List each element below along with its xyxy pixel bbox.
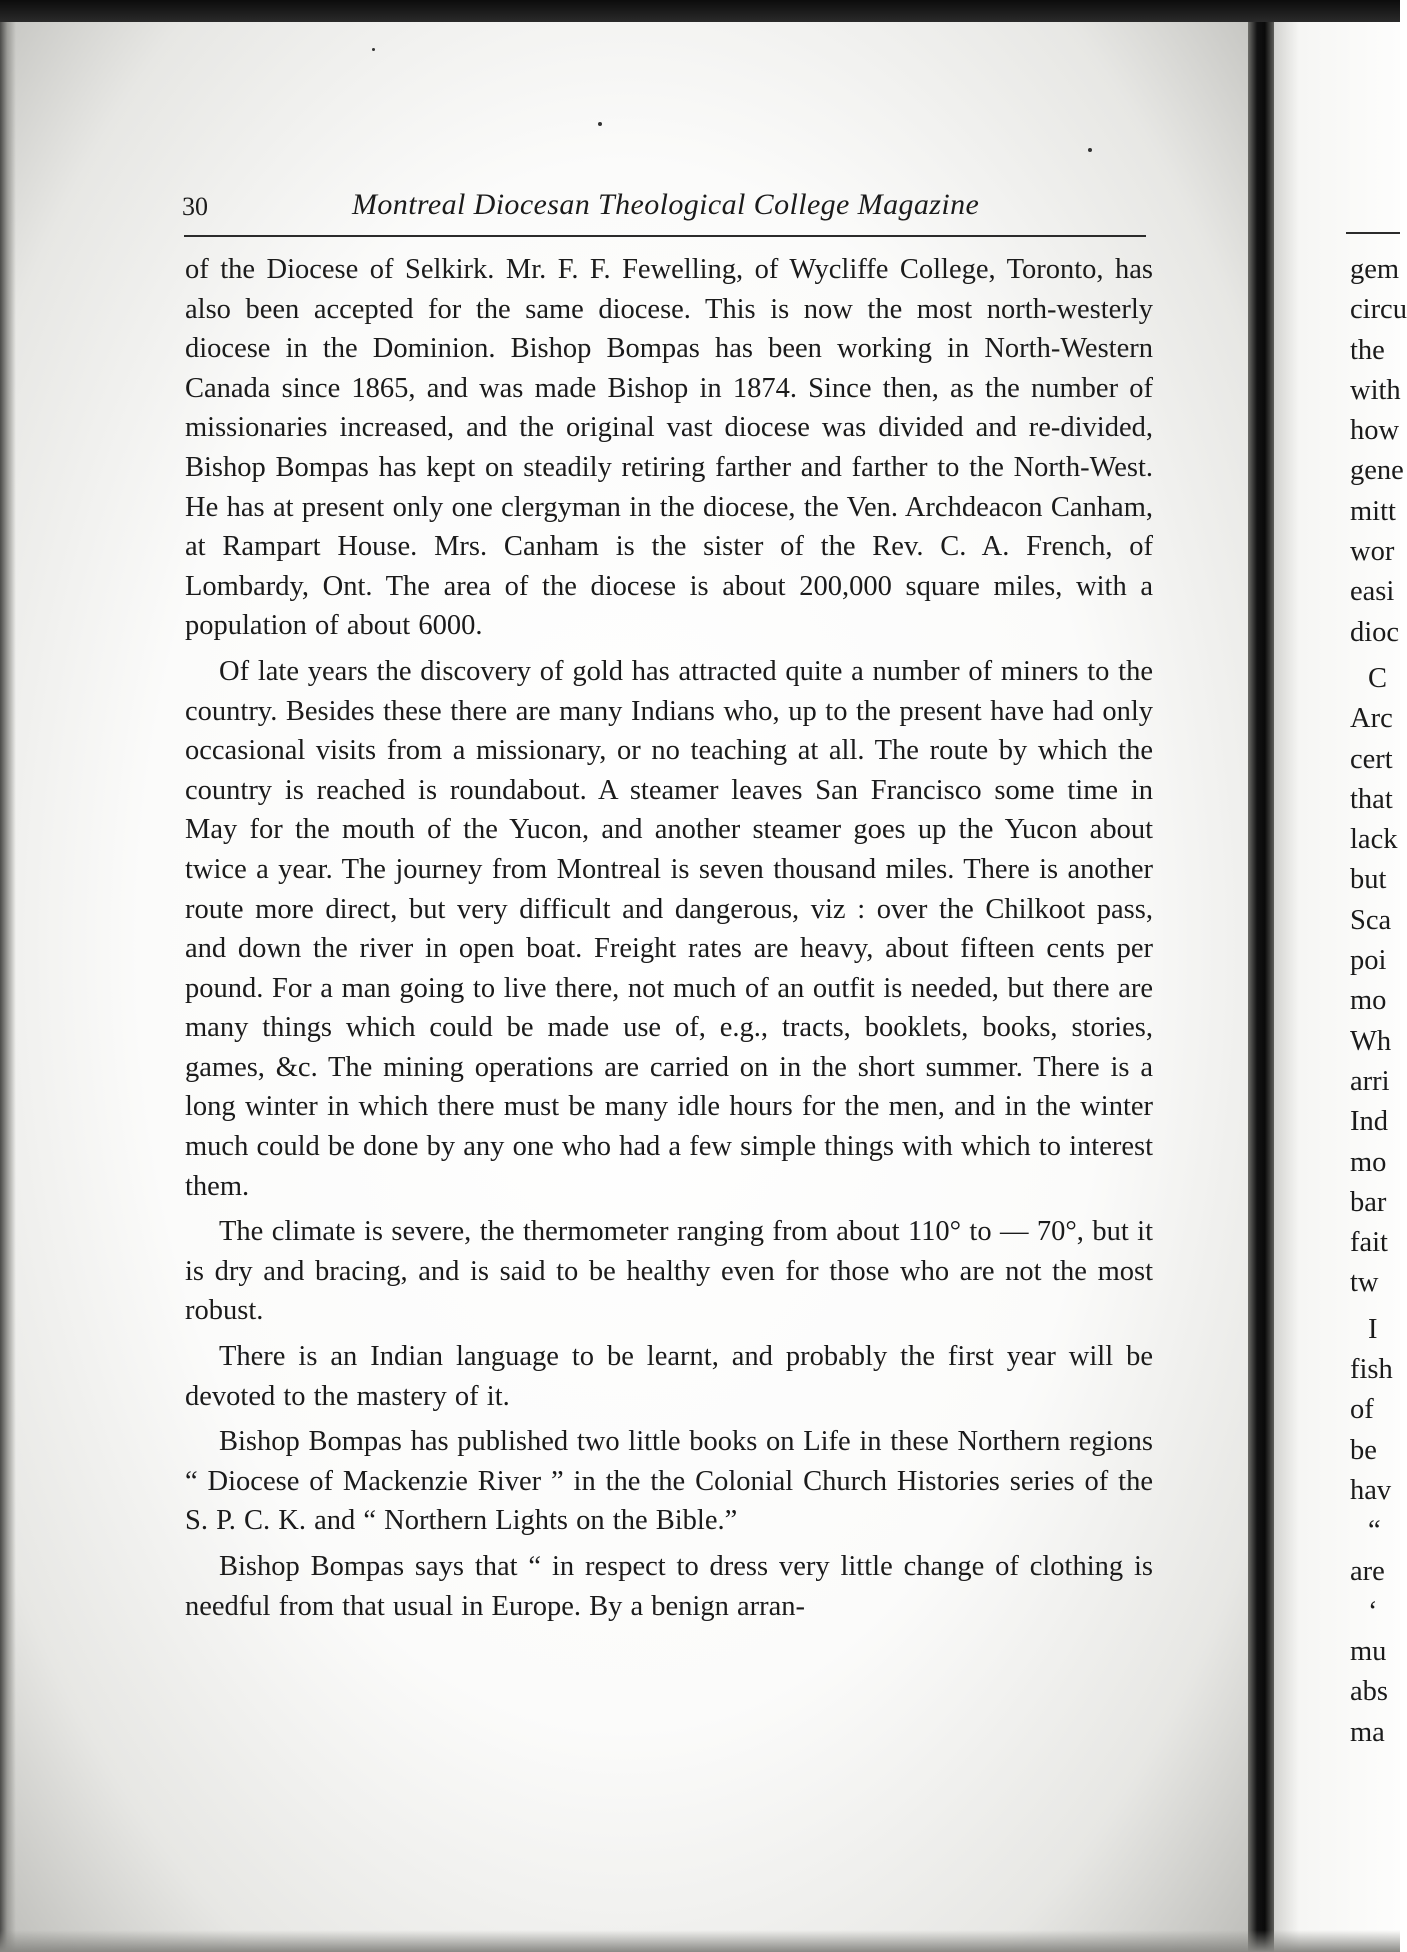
- facing-page-line: mo: [1350, 1146, 1387, 1178]
- journal-title: Montreal Diocesan Theological College Magazine: [352, 188, 980, 221]
- facing-page-line: with: [1350, 374, 1401, 406]
- facing-page-line: the: [1350, 334, 1385, 366]
- facing-page-line: lack: [1350, 824, 1398, 856]
- paragraph: of the Diocese of Selkirk. Mr. F. F. Fewelling, of Wycliffe College, Toronto, has also been accepted for the same diocese. This is now the most north-westerly diocese in the Dominion. Bishop Bompas has been working in North-Western Canada since 1865, and was made Bishop in 1874. Since then, as the number of missionaries increased, and the original vast diocese was divided and re-divided, Bishop Bompas has kept on steadily retiring farther and farther to the North-West. He has at present only one clergyman in the diocese, the Ven. Archdeacon Canham, at Rampart House. Mrs. Canham is the sister of the Rev. C. A. French, of Lombardy, Ont. The area of the diocese is about 200,000 square miles, with a population of about 6000.: [185, 254, 1153, 642]
- facing-page-line: I: [1368, 1313, 1378, 1345]
- facing-page-line: wor: [1350, 536, 1395, 568]
- running-head: [182, 186, 1144, 230]
- facing-page-line: Arc: [1350, 703, 1393, 735]
- facing-page-line: but: [1350, 864, 1387, 896]
- scan-speck: [1088, 148, 1092, 152]
- paragraph: Bishop Bompas says that “ in respect to dress very little change of clothing is needful from that usual in Europe. By a benign arran-: [185, 1551, 1153, 1622]
- facing-page-line: C: [1368, 662, 1388, 694]
- facing-page-line: circu: [1350, 294, 1407, 326]
- header-rule: [184, 235, 1146, 237]
- facing-page-line: fish: [1350, 1354, 1393, 1386]
- facing-page-line: “: [1368, 1515, 1381, 1547]
- paragraph: There is an Indian language to be learnt, and probably the first year will be devoted to the mastery of it.: [185, 1341, 1153, 1412]
- facing-page-line: tw: [1350, 1267, 1379, 1299]
- facing-page-line: fait: [1350, 1227, 1388, 1259]
- facing-page-line: Ind: [1350, 1106, 1388, 1138]
- facing-page-line: mo: [1350, 985, 1387, 1017]
- facing-page-line: be: [1350, 1434, 1377, 1466]
- facing-page-text: [1350, 250, 1407, 1753]
- paragraph: Bishop Bompas has published two little books on Life in these Northern regions “ Diocese of Mackenzie River ” in the the Colonial Church Histories series of the S. P. C. K. and “ Northern Lights on the Bible.”: [185, 1426, 1153, 1537]
- facing-page-line: Wh: [1350, 1025, 1392, 1057]
- facing-page-line: ma: [1350, 1716, 1385, 1748]
- facing-page-line: cert: [1350, 743, 1393, 775]
- facing-page-line: hav: [1350, 1474, 1392, 1506]
- facing-page-line: arri: [1350, 1065, 1390, 1097]
- facing-page-line: ‘: [1368, 1595, 1378, 1627]
- scan-top-edge: [0, 0, 1400, 22]
- scan-bottom-edge: [0, 1930, 1400, 1952]
- book-gutter: [1248, 18, 1274, 1952]
- facing-page-line: poi: [1350, 945, 1387, 977]
- facing-page-line: gem: [1350, 254, 1400, 285]
- facing-page-header-rule: [1346, 232, 1400, 234]
- facing-page-line: that: [1350, 783, 1393, 815]
- paragraph: The climate is severe, the thermometer ranging from about 110° to — 70°, but it is dry and bracing, and is said to be healthy even for those who are not the most robust.: [185, 1216, 1153, 1327]
- facing-page-line: abs: [1350, 1676, 1388, 1708]
- facing-page-line: how: [1350, 415, 1400, 447]
- facing-page-line: bar: [1350, 1186, 1387, 1218]
- facing-page-line: mu: [1350, 1636, 1387, 1668]
- scan-speck: [372, 48, 375, 51]
- paragraph: Of late years the discovery of gold has attracted quite a number of miners to the country. Besides these there are many Indians who, up to the present have had only occasional visits from a missionary, or no teaching at all. The route by which the country is reached is roundabout. A steamer leaves San Francisco some time in May for the mouth of the Yucon, and another steamer goes up the Yucon about twice a year. The journey from Montreal is seven thousand miles. There is another route more direct, but very difficult and dangerous, viz : over the Chilkoot pass, and down the river in open boat. Freight rates are heavy, about fifteen cents per pound. For a man going to live there, not much of an outfit is needed, but there are many things which could be made use of, e.g., tracts, booklets, books, stories, games, &c. The mining operations are carried on in the short summer. There is a long winter in which there must be many idle hours for the men, and in the winter much could be done by any one who had a few simple things with which to interest them.: [185, 655, 1153, 1202]
- left-page-edge: [0, 18, 16, 1952]
- article-body: [185, 250, 1153, 1632]
- facing-page-line: easi: [1350, 576, 1395, 608]
- facing-page-line: of: [1350, 1394, 1374, 1426]
- page-number: 30: [182, 192, 208, 221]
- scan-speck: [598, 122, 602, 126]
- facing-page-line: gene: [1350, 455, 1404, 487]
- facing-page-line: mitt: [1350, 495, 1396, 527]
- facing-page-line: dioc: [1350, 616, 1400, 648]
- facing-page-line: are: [1350, 1555, 1385, 1587]
- facing-page-line: Sca: [1350, 904, 1392, 936]
